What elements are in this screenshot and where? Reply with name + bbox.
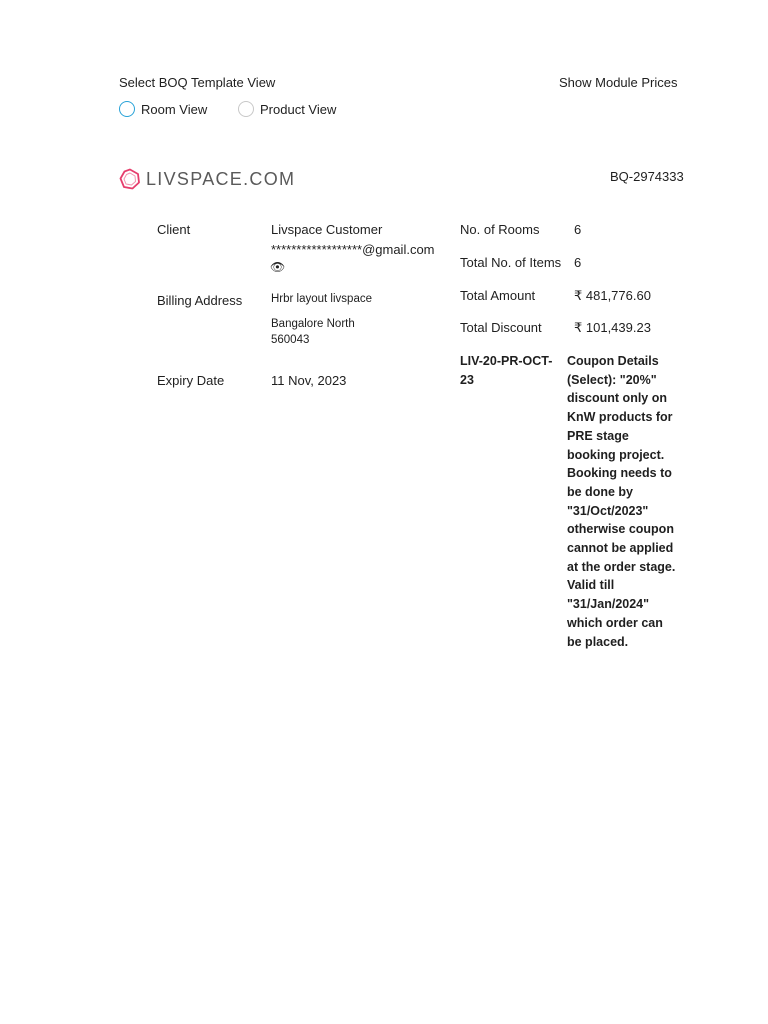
expiry-date-value: 11 Nov, 2023 [271, 373, 347, 388]
expiry-date-label: Expiry Date [157, 373, 225, 388]
rooms-value: 6 [574, 222, 582, 237]
billing-line-1: Hrbr layout livspace [271, 293, 372, 305]
coupon-code: LIV-20-PR-OCT-23 [460, 354, 553, 387]
client-label: Client [157, 222, 191, 237]
total-amount-label: Total Amount [460, 288, 536, 303]
boq-id: BQ-2974333 [610, 169, 684, 184]
radio-circle-icon[interactable] [119, 101, 135, 117]
total-amount-value: ₹ 481,776.60 [574, 288, 651, 303]
room-view-label: Room View [141, 101, 208, 117]
client-name: Livspace Customer [271, 222, 383, 237]
radio-circle-icon[interactable] [238, 101, 254, 117]
show-module-prices-toggle[interactable]: Show Module Prices [559, 75, 678, 90]
livspace-logo [119, 168, 295, 190]
items-label: Total No. of Items [460, 255, 562, 270]
product-view-label: Product View [260, 101, 337, 117]
total-discount-value: ₹ 101,439.23 [574, 320, 651, 335]
room-view-radio[interactable] [119, 101, 207, 117]
items-value: 6 [574, 255, 582, 270]
coupon-details: Coupon Details (Select): "20%" discount only on KnW products for PRE stage booking project. Booking needs to be done by "31/Oct/2023" otherwise coupon cannot be applied at the order stage. Valid till "31/Jan/2024" which order can be placed. [567, 354, 676, 649]
eye-icon[interactable]: 👁 [270, 260, 286, 274]
rooms-label: No. of Rooms [460, 222, 540, 237]
logo-text: LIVSPACE.COM [146, 168, 296, 189]
billing-line-2: Bangalore North [271, 318, 355, 330]
product-view-radio[interactable] [238, 101, 336, 117]
total-discount-label: Total Discount [460, 320, 542, 335]
livspace-logo-icon [119, 168, 141, 190]
client-email: ******************@gmail.com [271, 242, 435, 257]
billing-address-label: Billing Address [157, 293, 243, 308]
boq-template-title: Select BOQ Template View [119, 75, 276, 90]
billing-line-3: 560043 [271, 334, 310, 346]
